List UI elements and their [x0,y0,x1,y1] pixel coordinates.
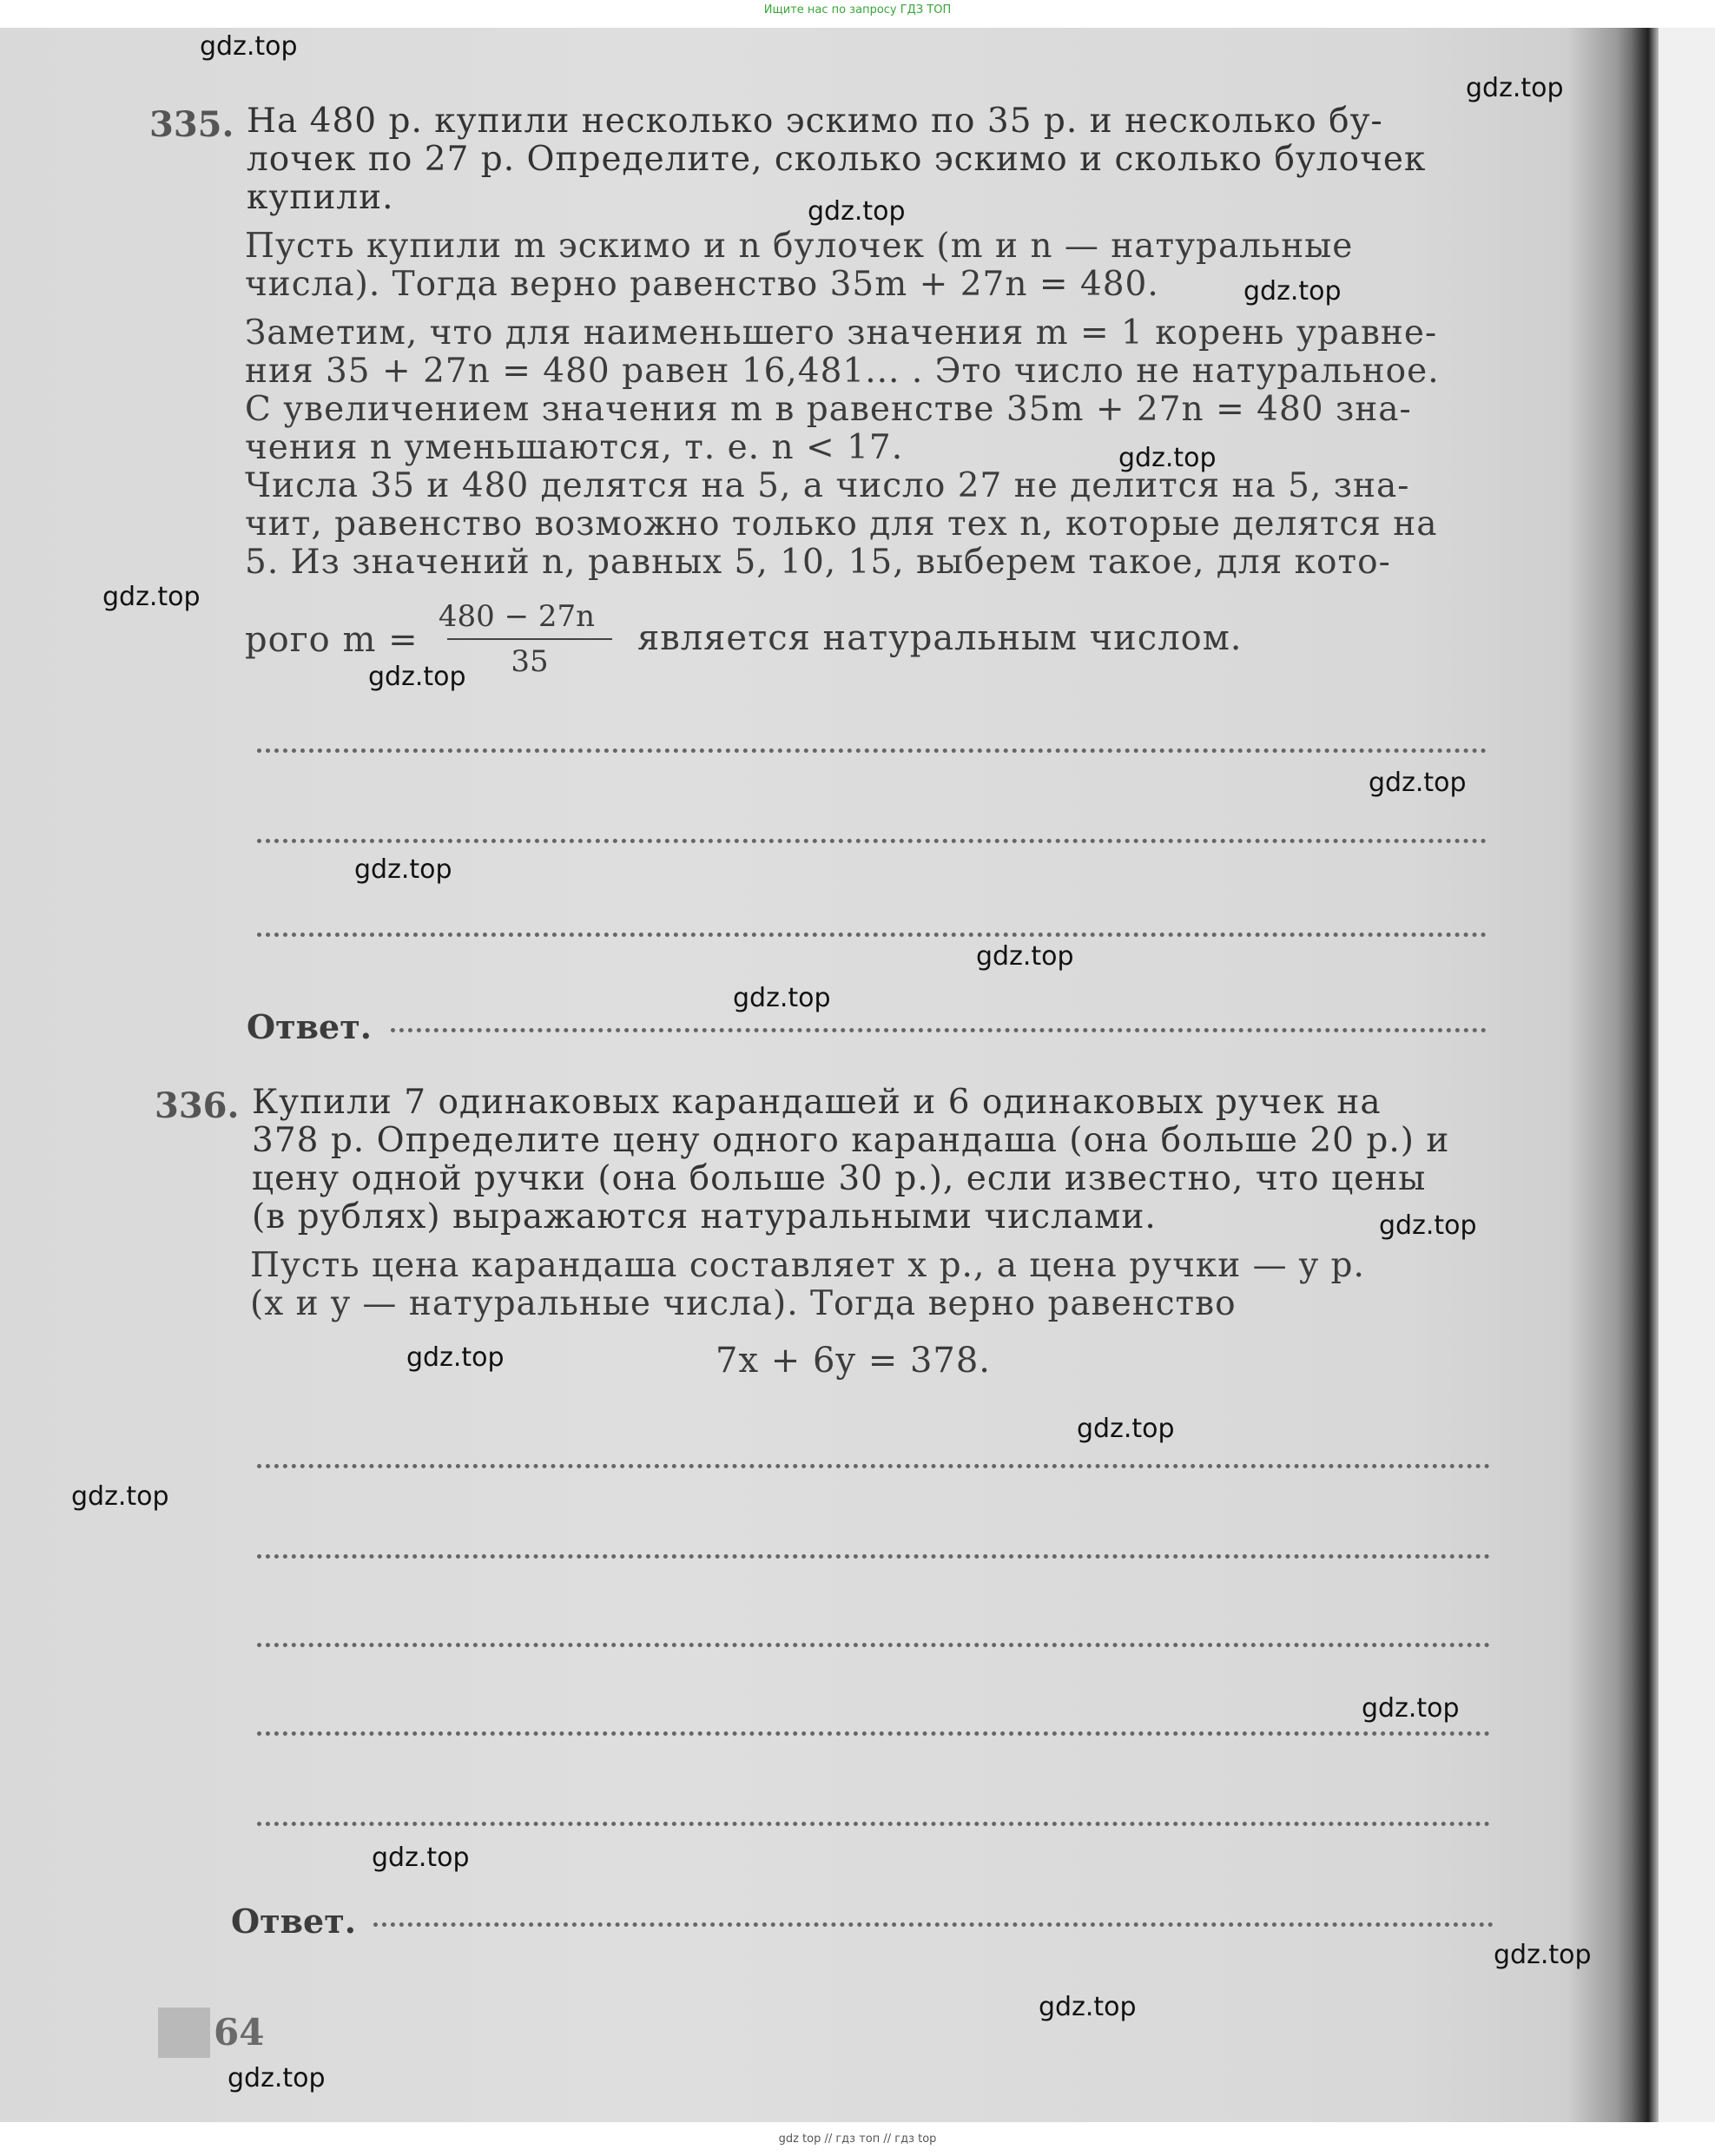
answer-line [257,1464,1490,1468]
watermark: gdz.top [354,854,452,885]
answer-line [257,1822,1490,1826]
watermark: gdz.top [200,31,298,62]
task-336-statement: Купили 7 одинаковых карандашей и 6 одинаковых ручек на 378 р. Определите цену одного карандаша (она больше 20 р.) и цену одной ручки (она больше 30 р.), если известно, что цены (в рублях) выражаются натуральными числами. [252,1083,1450,1236]
task-336-hint-1: Пусть цена карандаша составляет x р., а цена ручки — y р. (x и y — натуральные числа). Тогда верно равенство [250,1246,1365,1323]
bottom-banner: gdz top // гдз топ // гдз top [778,2133,937,2146]
watermark: gdz.top [1039,1992,1137,2022]
formula-numerator: 480 − 27n [438,599,596,634]
watermark: gdz.top [1494,1940,1592,1970]
watermark: gdz.top [733,983,831,1013]
formula-denominator: 35 [511,644,549,679]
top-banner: Ищите нас по запросу ГДЗ ТОП [763,3,952,16]
formula-suffix: является натуральным числом. [637,618,1243,658]
answer-line [257,1643,1490,1647]
watermark: gdz.top [406,1342,505,1373]
task-335-answer-label: Ответ. [247,1007,373,1046]
answer-line [373,1922,1494,1927]
task-335-hint-2: Заметим, что для наименьшего значения m = 1 корень уравне- ния 35 + 27n = 480 равен 16,481... . Это число не натуральное. С увеличением значения m в равенстве 35m + 27n = 480 зна- чения n уменьшаются, т. е. n < 17. Числа 35 и 480 делятся на 5, а число 27 не делится на 5, зна- чит, равенство возможно только для тех n, которые делятся на 5. Из значений n, равных 5, 10, 15, выберем такое, для кото- [245,313,1440,582]
watermark: gdz.top [102,582,201,612]
page-number-box [158,2008,210,2058]
formula-prefix: рого m = [245,620,419,660]
watermark: gdz.top [228,2063,326,2093]
watermark: gdz.top [976,941,1074,972]
watermark: gdz.top [808,196,906,227]
answer-line [257,1731,1490,1736]
watermark: gdz.top [372,1843,470,1873]
task-336-answer-label: Ответ. [231,1902,357,1941]
book-spine [1633,28,1659,2122]
answer-line [257,1554,1490,1559]
answer-line [257,748,1487,753]
watermark: gdz.top [1077,1414,1175,1444]
task-335-statement: На 480 р. купили несколько эскимо по 35 р. и несколько бу- лочек по 27 р. Определите, сколько эскимо и сколько булочек купили. [247,102,1427,217]
task-335-hint-1: Пусть купили m эскимо и n булочек (m и n — натуральные числа). Тогда верно равенство 35m + 27n = 480. [245,227,1354,304]
watermark: gdz.top [368,662,466,692]
watermark: gdz.top [1362,1693,1460,1724]
watermark: gdz.top [1379,1210,1477,1241]
answer-line [257,933,1487,937]
answer-line [257,839,1487,843]
right-margin [1659,28,1715,2122]
task-336-number: 336. [155,1085,240,1126]
fraction-bar [447,638,612,640]
watermark: gdz.top [1369,768,1467,798]
task-335-number: 335. [149,104,234,145]
watermark: gdz.top [1118,443,1217,473]
watermark: gdz.top [71,1481,169,1512]
watermark: gdz.top [1243,276,1342,307]
answer-line [391,1028,1487,1032]
task-336-equation: 7x + 6y = 378. [716,1341,992,1381]
watermark: gdz.top [1466,73,1564,103]
page-number: 64 [214,2011,265,2054]
